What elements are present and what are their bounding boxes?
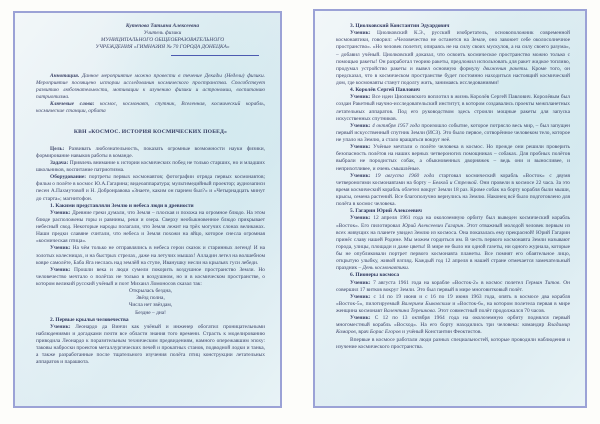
goal-paragraph — [36, 146, 265, 160]
paragraph-em: Валентина Терешкова — [383, 308, 435, 314]
page-left — [13, 11, 282, 408]
poem-line: Числа нет звёздам, — [128, 302, 173, 309]
paragraph-em: Валерием Быковским — [401, 300, 451, 307]
speaker-label: Ученик: — [350, 172, 371, 179]
paragraph-text: . — [407, 265, 410, 272]
paragraph-em: Герман Титов — [525, 279, 560, 286]
spacer — [36, 115, 265, 121]
poem-line: Бездне – дна! — [135, 309, 166, 316]
paragraph — [36, 245, 265, 266]
speaker-label: Ученик: — [50, 245, 71, 252]
paragraph-em: Белкой и Стрелкой — [432, 179, 477, 186]
section-4-heading: 4. Королёв Сергей Павлович — [350, 87, 420, 94]
paragraph-text: 12 апреля 1961 года на околоземную орбиту был выведен космический корабль «Восток». Его пилотировал — [336, 215, 570, 229]
paragraph-em: 19 августа 1960 года — [370, 172, 435, 179]
goal-text: Развивать любознательность, показать огромные возможности науки физики, формирование навыков работы в команде. — [36, 145, 265, 159]
paragraph-text: С 12 по 13 октября 1964 года на околоземную орбиту поднялся первый многоместный корабль «Восход». На его борту находились три человека: командир — [336, 315, 570, 329]
paragraph-text: , врач — [355, 329, 370, 336]
paragraph-text: и «Восток-6», на котором полетела первая в мире женщина космонавт — [336, 300, 570, 314]
paragraph-text: . Этот совместный полёт продолжался 70 часов. — [434, 308, 546, 314]
annotation-text: Данное мероприятие можно провести в течение Декады (Недели) физики. Мероприятие посвящено истории исследования космического пространства. Способствует развитию любознательности, мотивации к изучению физики и астрономии, воспитанию патриотизма. — [36, 72, 265, 100]
equipment-label: Оборудование: — [50, 174, 87, 181]
paragraph — [336, 280, 570, 294]
paragraph-text: 7 августа 1961 года на корабле «Восток-2» в космос полетел — [370, 279, 526, 286]
annotation-paragraph — [36, 73, 265, 102]
paragraph — [36, 210, 265, 246]
document-title: КВН «КОСМОС. ИСТОРИЯ КОСМИЧЕСКИХ ПОБЕД» — [73, 129, 228, 136]
header-rule — [171, 55, 259, 56]
paragraph-text: Все идеи Циолковского воплотил в жизнь Королёв Сергей Павлович. Королёвым был создан Ракетный научно-исследовательский институт, в котором создавались проекты межпланетных летательных аппаратов. Под его руководством здесь строили мощные ракеты для запуска искусственных спутников. — [336, 94, 570, 122]
section-2-heading: 2. Первые крылья человечества — [50, 316, 129, 323]
keywords-paragraph — [36, 101, 265, 115]
speaker-label: Ученик: — [350, 279, 371, 286]
speaker-label: Ученик: — [350, 215, 371, 222]
speaker-label: Ученик: — [50, 323, 71, 330]
paragraph-em: Юрий Алексеевич Гагарин — [402, 222, 464, 229]
poem-block — [36, 288, 265, 317]
paragraph-text: Впервые в космосе работали люди разных специальностей, которые проводили наблюдения и изучение космического пространства. — [336, 336, 570, 350]
annotation-label: Аннотация. — [50, 72, 80, 79]
speaker-label: Ученик: — [350, 144, 371, 151]
org-line-2: УЧРЕЖДЕНИЯ «ГИМНАЗИЯ № 70 ГОРОДА ДОНЕЦКА» — [95, 44, 230, 51]
speaker-label: Ученик: — [350, 94, 371, 101]
speaker-label: Ученик: — [350, 315, 371, 322]
paragraph-text: . Этот отважный молодой человек первым из всех живущих на планете увидел Землю из космоса. Она показалась ему прекрасной! Юрий Гагарин принёс славу нашей Родине. Мы можем гордиться им. В честь первого космонавта Земли называют города, улицы, площади и даже цветы! В мире не было ни одной газеты, ни одного журнала, которые бы не опубликовали портрет первого космонавта планеты. Все помнят его обаятельное лицо, открытую улыбку, живой взгляд. Каждый год 12 апреля в нашей стране отмечается замечательный праздник – — [336, 222, 570, 272]
paragraph-text: произошло событие, которое потрясло весь мир, – был запущен первый искусственный спутник Земли (ИСЗ). Это было первое, сотворённое человеком тело, которое не упало на Землю, а стало вращаться вокруг неё. — [336, 122, 570, 143]
org-line-1: МУНИЦИПАЛЬНОГО ОБЩЕОБРАЗОВАТЕЛЬНОГО — [100, 37, 225, 44]
document-header — [60, 23, 265, 56]
paragraph — [336, 144, 570, 173]
paragraph — [336, 30, 570, 87]
paragraph — [336, 94, 570, 123]
paragraph-text: Леонардо да Винчи как учёный и инженер обогатил проницательными наблюдениями и догадками почти все области знания того времени. Страсть к моделированию приводила Леонардо к поразительным техническим предвидениям, намного опережавшим эпоху: таковы наброски проектов металлургических печей и прокатных станов, подводной лодки и танка, а также разработанные после тщательного изучения полёта птиц конструкции летательных аппаратов и парашюта. — [36, 323, 265, 366]
equipment-paragraph — [36, 174, 265, 203]
speaker-label: Ученик: — [350, 293, 371, 300]
section-3-heading: 3. Циолковский Константин Эдуардович — [350, 23, 450, 29]
page-right — [313, 9, 587, 408]
paragraph-text: стартовал космический корабль «Восток» с двумя четвероногими космонавтами на борту – — [336, 172, 570, 186]
paragraph-text: и учёный Константин Феоктистов. — [400, 329, 482, 336]
paragraph-text: с 14 по 19 июня и с 16 по 19 июня 1963 года, опять в космосе два корабля «Восток-5», пилотируемый — [336, 293, 570, 307]
task-text: Привлечь внимание к истории космических побед не только старших, но и младших школьников, воспитание патриотизма. — [36, 159, 265, 173]
task-paragraph — [36, 160, 265, 174]
paragraph-text: Древние греки думали, что Земля – плоская и похожа на огромное блюдо. На этом блюде расположены горы и равнины, реки и озера. Сверху необыкновенное блюдо прикрывает небесный свод. Некоторые народы полагали, что Земля лежит на трёх могучих слонах великанах. Наши предки славяне считали, что небеса и Земля похожи на яйцо, которое снесла огромная «космическая птица». — [36, 209, 265, 245]
goal-label: Цель: — [50, 145, 65, 152]
paragraph-text: . Кроме того, он предсказал, что в космическом пространстве будет постоянно находиться настоящий космический дом, где космонавты станут подолгу жить, занимаясь исследованиями! — [336, 65, 571, 86]
paragraph-em: движения ракеты — [483, 65, 528, 72]
paragraph-em: Борис Егоров — [369, 329, 401, 336]
author-role: Учитель физики — [143, 30, 182, 37]
paragraph — [336, 173, 570, 209]
speaker-label: Ученик: — [350, 122, 371, 129]
paragraph — [36, 267, 265, 288]
paragraph-em: 4 октября 1957 года — [370, 122, 420, 129]
speaker-label: Ученик: — [50, 209, 71, 216]
paragraph — [336, 337, 570, 351]
author-name: Кутепова Татьяна Алексеевна — [125, 23, 200, 29]
keywords-label: Ключевые слова: — [50, 101, 95, 107]
poem-line: Звёзд полна, — [136, 295, 165, 302]
paragraph-text: . Они провели в космосе 22 часа. За это время космический корабль облетел вокруг Земли 18 раз. Кроме собак на борту корабля были мыши, крысы, семена растений. Все благополучно вернулись на Землю. Наконец всё было подготовлено для полёта в космос человека. — [336, 179, 570, 208]
paragraph-text: Учёные мечтали о полёте человека в космос. Но прежде они решили проверить безопасность полётов на наших верных четвероногих помощниках – собаках. Для пробных полётов выбрали не породистых собак, а обыкновенных дворняжек – ведь они и выносливее, и неприхотливее, и очень смышлёные. — [336, 144, 570, 172]
paragraph-text: Прошли века и люди сумели покорить воздушное пространство Земли. Но человечество мечтало о полётах не только в воздушном, но и в космическом пространстве, о котором великий русский учёный и поэт Михаил Ломоносов сказал так: — [36, 266, 265, 287]
task-label: Задача: — [50, 159, 69, 166]
speaker-label: Ученик: — [350, 30, 371, 37]
speaker-label: Ученик: — [50, 266, 71, 273]
section-6-heading: 6. Пионеры космоса — [350, 272, 400, 279]
keywords-text: космос, космонавт, спутник, Вселенная, космический корабль, космические станции, орбита — [36, 101, 265, 115]
paragraph-text: Циолковский К.Э., русский изобретатель, основоположник современной космонавтики, говорил: «Человечество не останется на Земле, оно завоюет себе околосолнечное пространство». «Но человек полетит, опираясь не на силу своих мускулов, а на силу своего разума», – добавил учёный. Циолковский доказал, что освоить космическое пространство можно только с помощью ракеты! Он разработал теорию ракеты, предложил использовать для ракет жидкое топливо, продумал устройство ракеты и вывел основную формулу — [336, 30, 570, 72]
paragraph — [336, 294, 570, 315]
paragraph-em: День космонавтики — [362, 265, 408, 272]
paragraph — [336, 123, 570, 144]
section-5-heading: 5. Гагарин Юрий Алексеевич — [350, 208, 422, 215]
paragraph-text: . Он совершил 17 витков вокруг Земли. Это был первый в мире многовитковый полёт. — [336, 279, 570, 293]
paragraph-text: На чём только не отправлялись в небеса герои сказок и старинных легенд! И на золотых колесницах, и на быстрых стрелах, даже на летучих мышах! Алладин летел на волшебном ковре самолёте, Баба Яга неслась над землёй на ступе, Иванушку несли на крыльях гуси лебеди. — [36, 245, 265, 266]
paragraph — [336, 315, 570, 336]
paragraph — [36, 324, 265, 367]
section-1-heading: 1. Какими представляли Землю и небеса люди в древности — [50, 202, 194, 209]
poem-line: Открылась бездна, — [129, 288, 172, 295]
paragraph — [336, 215, 570, 272]
equipment-text: портреты первых космонавтов; фотографии отряда первых космонавтов; фильм о полёте в космос Ю.А.Гагарина; видеоаппаратура; мультимедийный проектор; аудиозаписи песен А.Пахмутовой и Н. Добронравова «Знаете, каким он парнем был?» и «Четырнадцать минут до старта»; магнитофон. — [36, 174, 266, 202]
paragraph-em: Владимир Комаров — [336, 322, 570, 336]
